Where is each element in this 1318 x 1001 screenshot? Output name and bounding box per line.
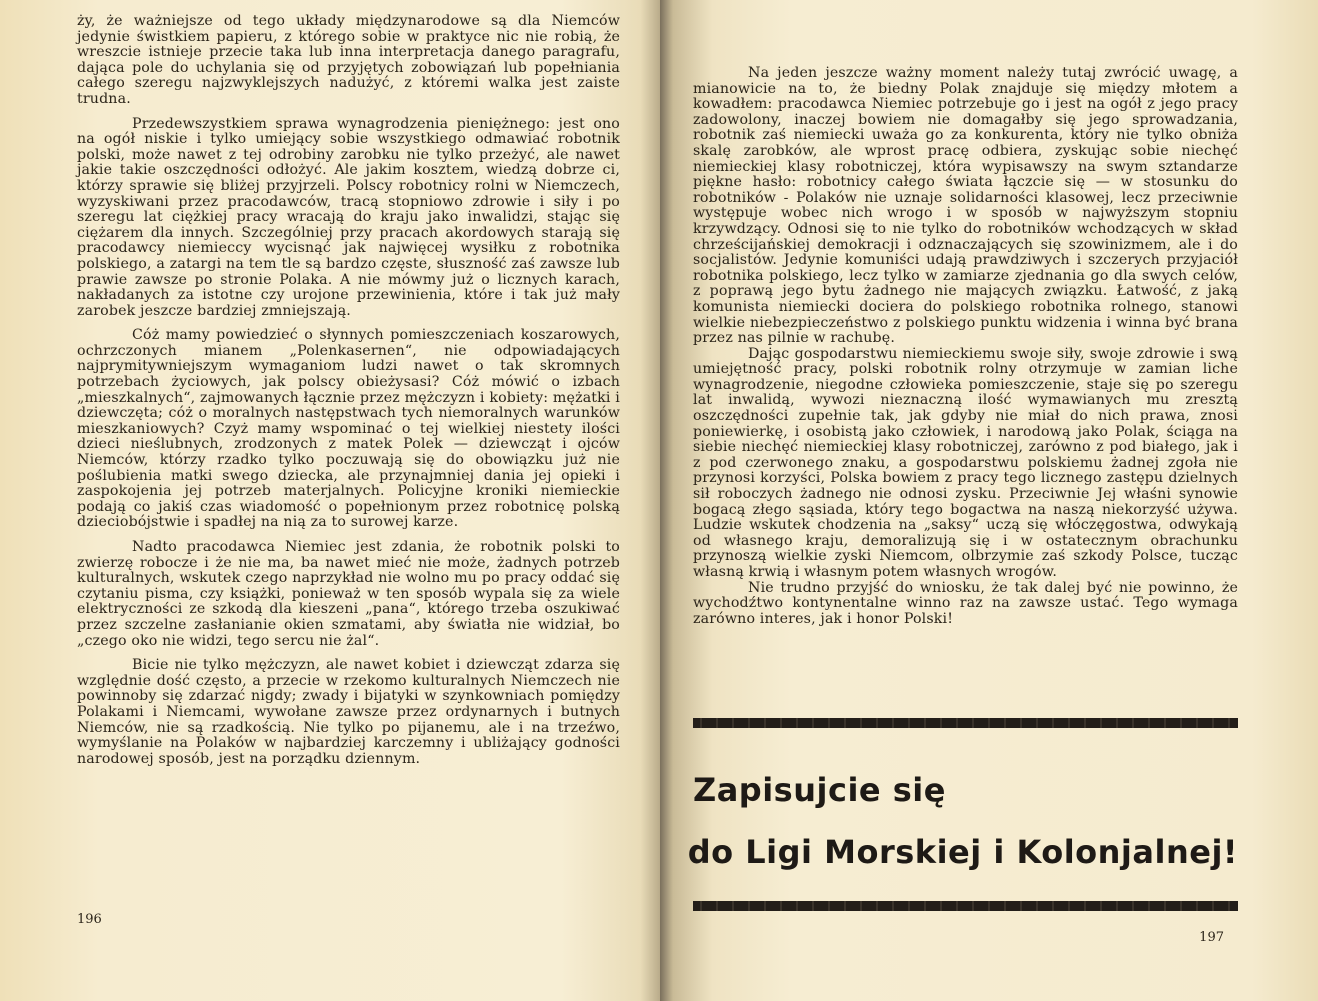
paragraph: Dając gospodarstwu niemieckiemu swoje siły, swoje zdrowie i swą umiejętność pracy, polski robotnik rolny otrzymuje w zamian liche wynagrodzenie, niegodne człowieka pomieszczenie, staje się po szeregu lat inwalidą, wywozi nieznaczną ilość wymawianych mu zresztą oszczędności zupełnie tak, jak gdyby nie miał do nich prawa, znosi poniewierkę, i osobistą jako człowiek, i narodową jako Polak, ściąga na siebie niechęć niemieckiej klasy robotniczej, zarówno z pod białego, jak i z pod czerwonego znaku, a gospodarstwu polskiemu żadnej zgoła nie przynosi korzyści, Polska bowiem z pracy tego licznego zastępu dzielnych sił roboczych żadnego nie odnosi zysku. Przeciwnie Jej właśni synowie bogacą złego sąsiada, który tego bogactwa na naszą niekorzyść używa. Ludzie wskutek chodzenia na „saksy“ uczą się włóczęgostwa, odwykają od własnego kraju, demoralizują się i w ostatecznym obrachunku przynoszą wielkie zyski Niemcom, olbrzymie zaś szkody Polsce, tucząc własną krwią i własnym potem własnych wrogów. xyxy=(693,345,1238,580)
paragraph: Nadto pracodawca Niemiec jest zdania, że robotnik polski to zwierzę robocze i że nie ma, ba nawet mieć nie może, żadnych potrzeb kulturalnych, wskutek czego naprzykład nie wolno mu po pracy oddać się czytaniu pisma, czy książki, ponieważ w ten sposób wypala się za wiele elektryczności ze szkodą dla kieszeni „pana“, którego trzeba oszukiwać przez szczelne zasłanianie okien szmatami, aby światła nie widział, bo „czego oko nie widzi, tego sercu nie żal“. xyxy=(77,539,620,649)
divider-rule xyxy=(693,718,1238,728)
paragraph: ży, że ważniejsze od tego układy międzynarodowe są dla Niemców jedynie świstkiem papieru, z którego sobie w praktyce nic nie robią, że wreszcie istnieje przecie taka lub inna interpretacja danego paragrafu, dająca pole do uchylania się od przyjętych zobowiązań lub popełniania całego szeregu najzwyklejszych nadużyć, z któremi walka jest zaiste trudna. xyxy=(77,13,620,107)
page-number: 197 xyxy=(1199,930,1224,945)
paragraph: Cóż mamy powiedzieć o słynnych pomieszczeniach koszarowych, ochrzczonych mianem „Polenkasernen“, nie odpowiadających najprymitywniejszym wymaganiom ludzi nawet o tak skromnych potrzebach życiowych, jak polscy obieżysasi? Cóż mówić o izbach „mieszkalnych“, zajmowanych łącznie przez mężczyzn i kobiety: mężatki i dziewczęta; cóż o moralnych następstwach tych niemoralnych warunków mieszkaniowych? Czyż mamy wspominać o tej wielkiej niestety ilości dzieci nieślubnych, zrodzonych z matek Polek — dziewcząt i ojców Niemców, którzy rzadko tylko poczuwają się do obowiązku już nie poślubienia matki swego dziecka, ale przynajmniej dania jej opieki i zaspokojenia jej potrzeb materjalnych. Policyjne kroniki niemieckie podają co jakiś czas wiadomość o popełnionym przez robotnicę polską dzieciobójstwie i spadłej na nią za to surowej karze. xyxy=(77,327,620,531)
ad-subheadline: do Ligi Morskiej i Kolonjalnej! xyxy=(687,833,1238,871)
page-number: 196 xyxy=(77,912,102,927)
divider-rule xyxy=(693,901,1238,911)
paragraph: Nie trudno przyjść do wniosku, że tak dalej być nie powinno, że wychodźtwo kontynentalne winno raz na zawsze ustać. Tego wymaga zarówno interes, jak i honor Polski! xyxy=(693,579,1238,627)
paragraph: Przedewszystkiem sprawa wynagrodzenia pieniężnego: jest ono na ogół niskie i tylko umiejący sobie wszystkiego odmawiać robotnik polski, może nawet z tej odrobiny zarobku nie tylko przeżyć, ale nawet jakie takie oszczędności odłożyć. Ale jakim kosztem, wiedzą dobrze ci, którzy sprawie się bliżej przyjrzeli. Polscy robotnicy rolni w Niemczech, wyzyskiwani przez pracodawców, tracą stopniowo zdrowie i siły i po szeregu lat ciężkiej pracy wracają do kraju jako inwalidzi, stając się ciężarem dla innych. Szczególniej przy pracach akordowych starają się pracodawcy niemieccy wycisnąć jak najwięcej wysiłku z robotnika polskiego, a zatargi na tem tle są bardzo częste, słuszność zaś zawsze lub prawie zawsze po stronie Polaka. A nie mówmy już o licznych karach, nakładanych za istotne czy urojone przewinienia, które i tak już mały zarobek jeszcze bardziej zmniejszają. xyxy=(77,115,620,319)
paragraph: Na jeden jeszcze ważny moment należy tutaj zwrócić uwagę, a mianowicie na to, że biedny Polak znajduje się między młotem a kowadłem: pracodawca Niemiec potrzebuje go i jest na ogół z jego pracy zadowolony, inaczej bowiem nie domagałby się jego sprowadzania, robotnik zaś niemiecki uważa go za konkurenta, który nie tylko obniża skalę zarobków, ale wprost pracę odbiera, zyskując sobie niechęć niemieckiej klasy robotniczej, która wypisawszy na swym sztandarze piękne hasło: robotnicy całego świata łączcie się — w stosunku do robotników - Polaków nie uznaje solidarności klasowej, lecz przeciwnie występuje wobec nich wrogo i w sposób w najwyższym stopniu krzywdzący. Odnosi się to nie tylko do robotników wchodzących w skład chrześcijańskiej demokracji i odznaczających się szowinizmem, ale i do socjalistów. Jedynie komuniści udają prawdziwych i szczerych przyjaciół robotnika polskiego, lecz tylko w zamiarze zjednania go dla swych celów, z poprawą jego bytu żadnego nie mających związku. Łatwość, z jaką komunista niemiecki dociera do polskiego robotnika rolnego, stanowi wielkie niebezpieczeństwo z polskiego punktu widzenia i winna być brana przez nas pilnie w rachubę. xyxy=(693,65,1238,347)
paragraph: Bicie nie tylko mężczyzn, ale nawet kobiet i dziewcząt zdarza się względnie dość często, a przecie w rzekomo kulturalnych Niemczech nie powinnoby się zdarzać nigdy; zwady i bijatyki w szynkowniach pomiędzy Polakami i Niemcami, wywołane zawsze przez ordynarnych i butnych Niemców, nie są rzadkością. Nie tylko po pijanemu, ale i na trzeźwo, wymyślanie na Polaków w najbardziej karczemny i ubliżający godności narodowej sposób, jest na porządku dziennym. xyxy=(77,657,620,767)
ad-headline: Zapisujcie się xyxy=(693,771,946,809)
left-page-body xyxy=(77,14,620,767)
right-page-body xyxy=(693,66,1238,627)
